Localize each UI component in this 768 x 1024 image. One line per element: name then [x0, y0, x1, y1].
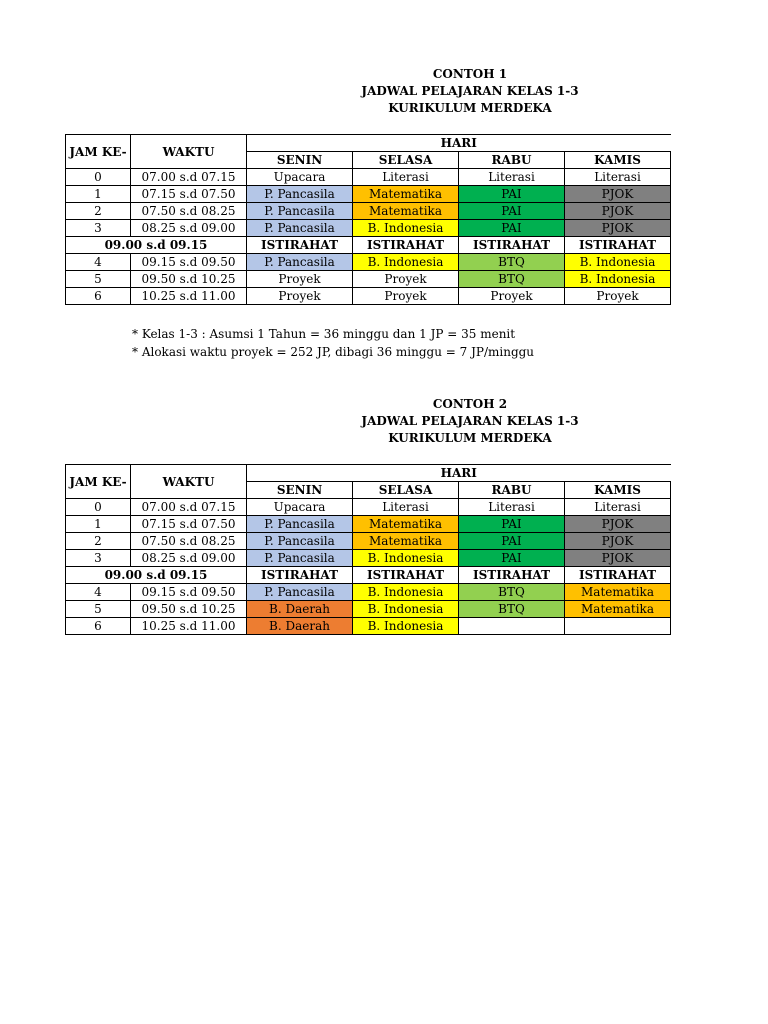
break-cell: ISTIRAHAT [459, 237, 565, 254]
example2-title-line: KURIKULUM MERDEKA [388, 431, 552, 445]
waktu-cell: 09.50 s.d 10.25 [131, 601, 247, 618]
table-row [66, 499, 671, 516]
table-row [66, 516, 671, 533]
table-row [66, 584, 671, 601]
subject-cell: BTQ [459, 601, 565, 618]
jam-cell: 1 [66, 516, 131, 533]
subject-cell: P. Pancasila [247, 254, 353, 271]
subject-cell: Literasi [459, 499, 565, 516]
subject-cell: P. Pancasila [247, 220, 353, 237]
jam-cell: 0 [66, 169, 131, 186]
break-cell: ISTIRAHAT [565, 567, 671, 584]
table-row [66, 601, 671, 618]
break-row [66, 237, 671, 254]
jam-cell: 5 [66, 271, 131, 288]
subject-cell: Proyek [353, 288, 459, 305]
waktu-cell: 09.50 s.d 10.25 [131, 271, 247, 288]
waktu-cell: 09.15 s.d 09.50 [131, 254, 247, 271]
waktu-cell: 08.25 s.d 09.00 [131, 220, 247, 237]
column-header-waktu: WAKTU [131, 465, 247, 499]
table-row [66, 618, 671, 635]
day-header: SELASA [353, 152, 459, 169]
waktu-cell: 10.25 s.d 11.00 [131, 618, 247, 635]
subject-cell: Literasi [459, 169, 565, 186]
subject-cell: PJOK [565, 203, 671, 220]
break-cell: ISTIRAHAT [247, 567, 353, 584]
example2-title-line: CONTOH 2 [432, 397, 508, 411]
subject-cell: B. Indonesia [353, 618, 459, 635]
example2-title-line: JADWAL PELAJARAN KELAS 1-3 [361, 414, 579, 428]
jam-cell: 6 [66, 618, 131, 635]
subject-cell: B. Indonesia [353, 254, 459, 271]
jam-cell: 4 [66, 584, 131, 601]
jam-cell: 2 [66, 533, 131, 550]
break-cell: ISTIRAHAT [565, 237, 671, 254]
subject-cell: B. Daerah [247, 601, 353, 618]
jam-cell: 2 [66, 203, 131, 220]
subject-cell: PAI [459, 203, 565, 220]
subject-cell: P. Pancasila [247, 584, 353, 601]
example1-title-block [0, 66, 768, 117]
subject-cell: PAI [459, 550, 565, 567]
waktu-cell: 07.00 s.d 07.15 [131, 169, 247, 186]
day-header: RABU [459, 152, 565, 169]
subject-cell: Proyek [353, 271, 459, 288]
subject-cell: PJOK [565, 186, 671, 203]
subject-cell: PAI [459, 220, 565, 237]
column-header-waktu: WAKTU [131, 135, 247, 169]
example2-schedule-table [65, 464, 671, 635]
subject-cell: B. Indonesia [565, 254, 671, 271]
jam-cell: 1 [66, 186, 131, 203]
jam-cell: 0 [66, 499, 131, 516]
note-line: * Alokasi waktu proyek = 252 JP, dibagi 36 minggu = 7 JP/minggu [132, 345, 535, 359]
waktu-cell: 09.15 s.d 09.50 [131, 584, 247, 601]
subject-cell: B. Indonesia [565, 271, 671, 288]
table-row [66, 271, 671, 288]
subject-cell: P. Pancasila [247, 516, 353, 533]
day-header: SELASA [353, 482, 459, 499]
waktu-cell: 08.25 s.d 09.00 [131, 550, 247, 567]
example2-title-block [0, 396, 768, 447]
table-row [66, 169, 671, 186]
table-row [66, 254, 671, 271]
column-header-jam: JAM KE- [66, 465, 131, 499]
subject-cell: B. Indonesia [353, 601, 459, 618]
subject-cell: PAI [459, 186, 565, 203]
column-header-jam: JAM KE- [66, 135, 131, 169]
waktu-cell: 07.50 s.d 08.25 [131, 533, 247, 550]
jam-cell: 5 [66, 601, 131, 618]
subject-cell: PJOK [565, 533, 671, 550]
day-header: SENIN [247, 152, 353, 169]
subject-cell [565, 618, 671, 635]
break-time: 09.00 s.d 09.15 [66, 237, 247, 254]
subject-cell: B. Indonesia [353, 550, 459, 567]
subject-cell: Matematika [353, 203, 459, 220]
subject-cell: BTQ [459, 584, 565, 601]
header-row [66, 135, 671, 152]
subject-cell: P. Pancasila [247, 203, 353, 220]
subject-cell: P. Pancasila [247, 550, 353, 567]
subject-cell: B. Indonesia [353, 584, 459, 601]
table-row [66, 203, 671, 220]
example1-schedule-table [65, 134, 671, 305]
subject-cell: Upacara [247, 499, 353, 516]
jam-cell: 3 [66, 220, 131, 237]
subject-cell: Matematika [353, 516, 459, 533]
subject-cell: Literasi [565, 499, 671, 516]
waktu-cell: 07.15 s.d 07.50 [131, 186, 247, 203]
waktu-cell: 07.00 s.d 07.15 [131, 499, 247, 516]
subject-cell: Literasi [565, 169, 671, 186]
subject-cell: Matematika [353, 186, 459, 203]
subject-cell: PAI [459, 533, 565, 550]
subject-cell [459, 618, 565, 635]
subject-cell: P. Pancasila [247, 533, 353, 550]
subject-cell: Matematika [565, 601, 671, 618]
example1-title-line: CONTOH 1 [432, 67, 508, 81]
waktu-cell: 10.25 s.d 11.00 [131, 288, 247, 305]
break-time: 09.00 s.d 09.15 [66, 567, 247, 584]
note-line: * Kelas 1-3 : Asumsi 1 Tahun = 36 minggu dan 1 JP = 35 menit [132, 327, 516, 341]
break-cell: ISTIRAHAT [353, 567, 459, 584]
subject-cell: PJOK [565, 220, 671, 237]
example1-notes [132, 325, 534, 361]
jam-cell: 3 [66, 550, 131, 567]
subject-cell: Literasi [353, 499, 459, 516]
subject-cell: BTQ [459, 271, 565, 288]
subject-cell: B. Indonesia [353, 220, 459, 237]
example1-title-line: JADWAL PELAJARAN KELAS 1-3 [361, 84, 579, 98]
table-row [66, 220, 671, 237]
subject-cell: Proyek [247, 288, 353, 305]
subject-cell: Proyek [247, 271, 353, 288]
break-row [66, 567, 671, 584]
waktu-cell: 07.15 s.d 07.50 [131, 516, 247, 533]
table-row [66, 533, 671, 550]
subject-cell: Proyek [565, 288, 671, 305]
break-cell: ISTIRAHAT [247, 237, 353, 254]
header-row [66, 465, 671, 482]
day-header: KAMIS [565, 152, 671, 169]
jam-cell: 6 [66, 288, 131, 305]
break-cell: ISTIRAHAT [459, 567, 565, 584]
subject-cell: PAI [459, 516, 565, 533]
subject-cell: Upacara [247, 169, 353, 186]
subject-cell: Proyek [459, 288, 565, 305]
column-header-hari: HARI [247, 135, 671, 152]
subject-cell: BTQ [459, 254, 565, 271]
day-header: SENIN [247, 482, 353, 499]
column-header-hari: HARI [247, 465, 671, 482]
table-row [66, 288, 671, 305]
table-row [66, 186, 671, 203]
subject-cell: PJOK [565, 516, 671, 533]
subject-cell: B. Daerah [247, 618, 353, 635]
subject-cell: PJOK [565, 550, 671, 567]
subject-cell: Literasi [353, 169, 459, 186]
day-header: RABU [459, 482, 565, 499]
break-cell: ISTIRAHAT [353, 237, 459, 254]
day-header: KAMIS [565, 482, 671, 499]
waktu-cell: 07.50 s.d 08.25 [131, 203, 247, 220]
table-row [66, 550, 671, 567]
subject-cell: Matematika [565, 584, 671, 601]
subject-cell: Matematika [353, 533, 459, 550]
example1-title-line: KURIKULUM MERDEKA [388, 101, 552, 115]
jam-cell: 4 [66, 254, 131, 271]
subject-cell: P. Pancasila [247, 186, 353, 203]
